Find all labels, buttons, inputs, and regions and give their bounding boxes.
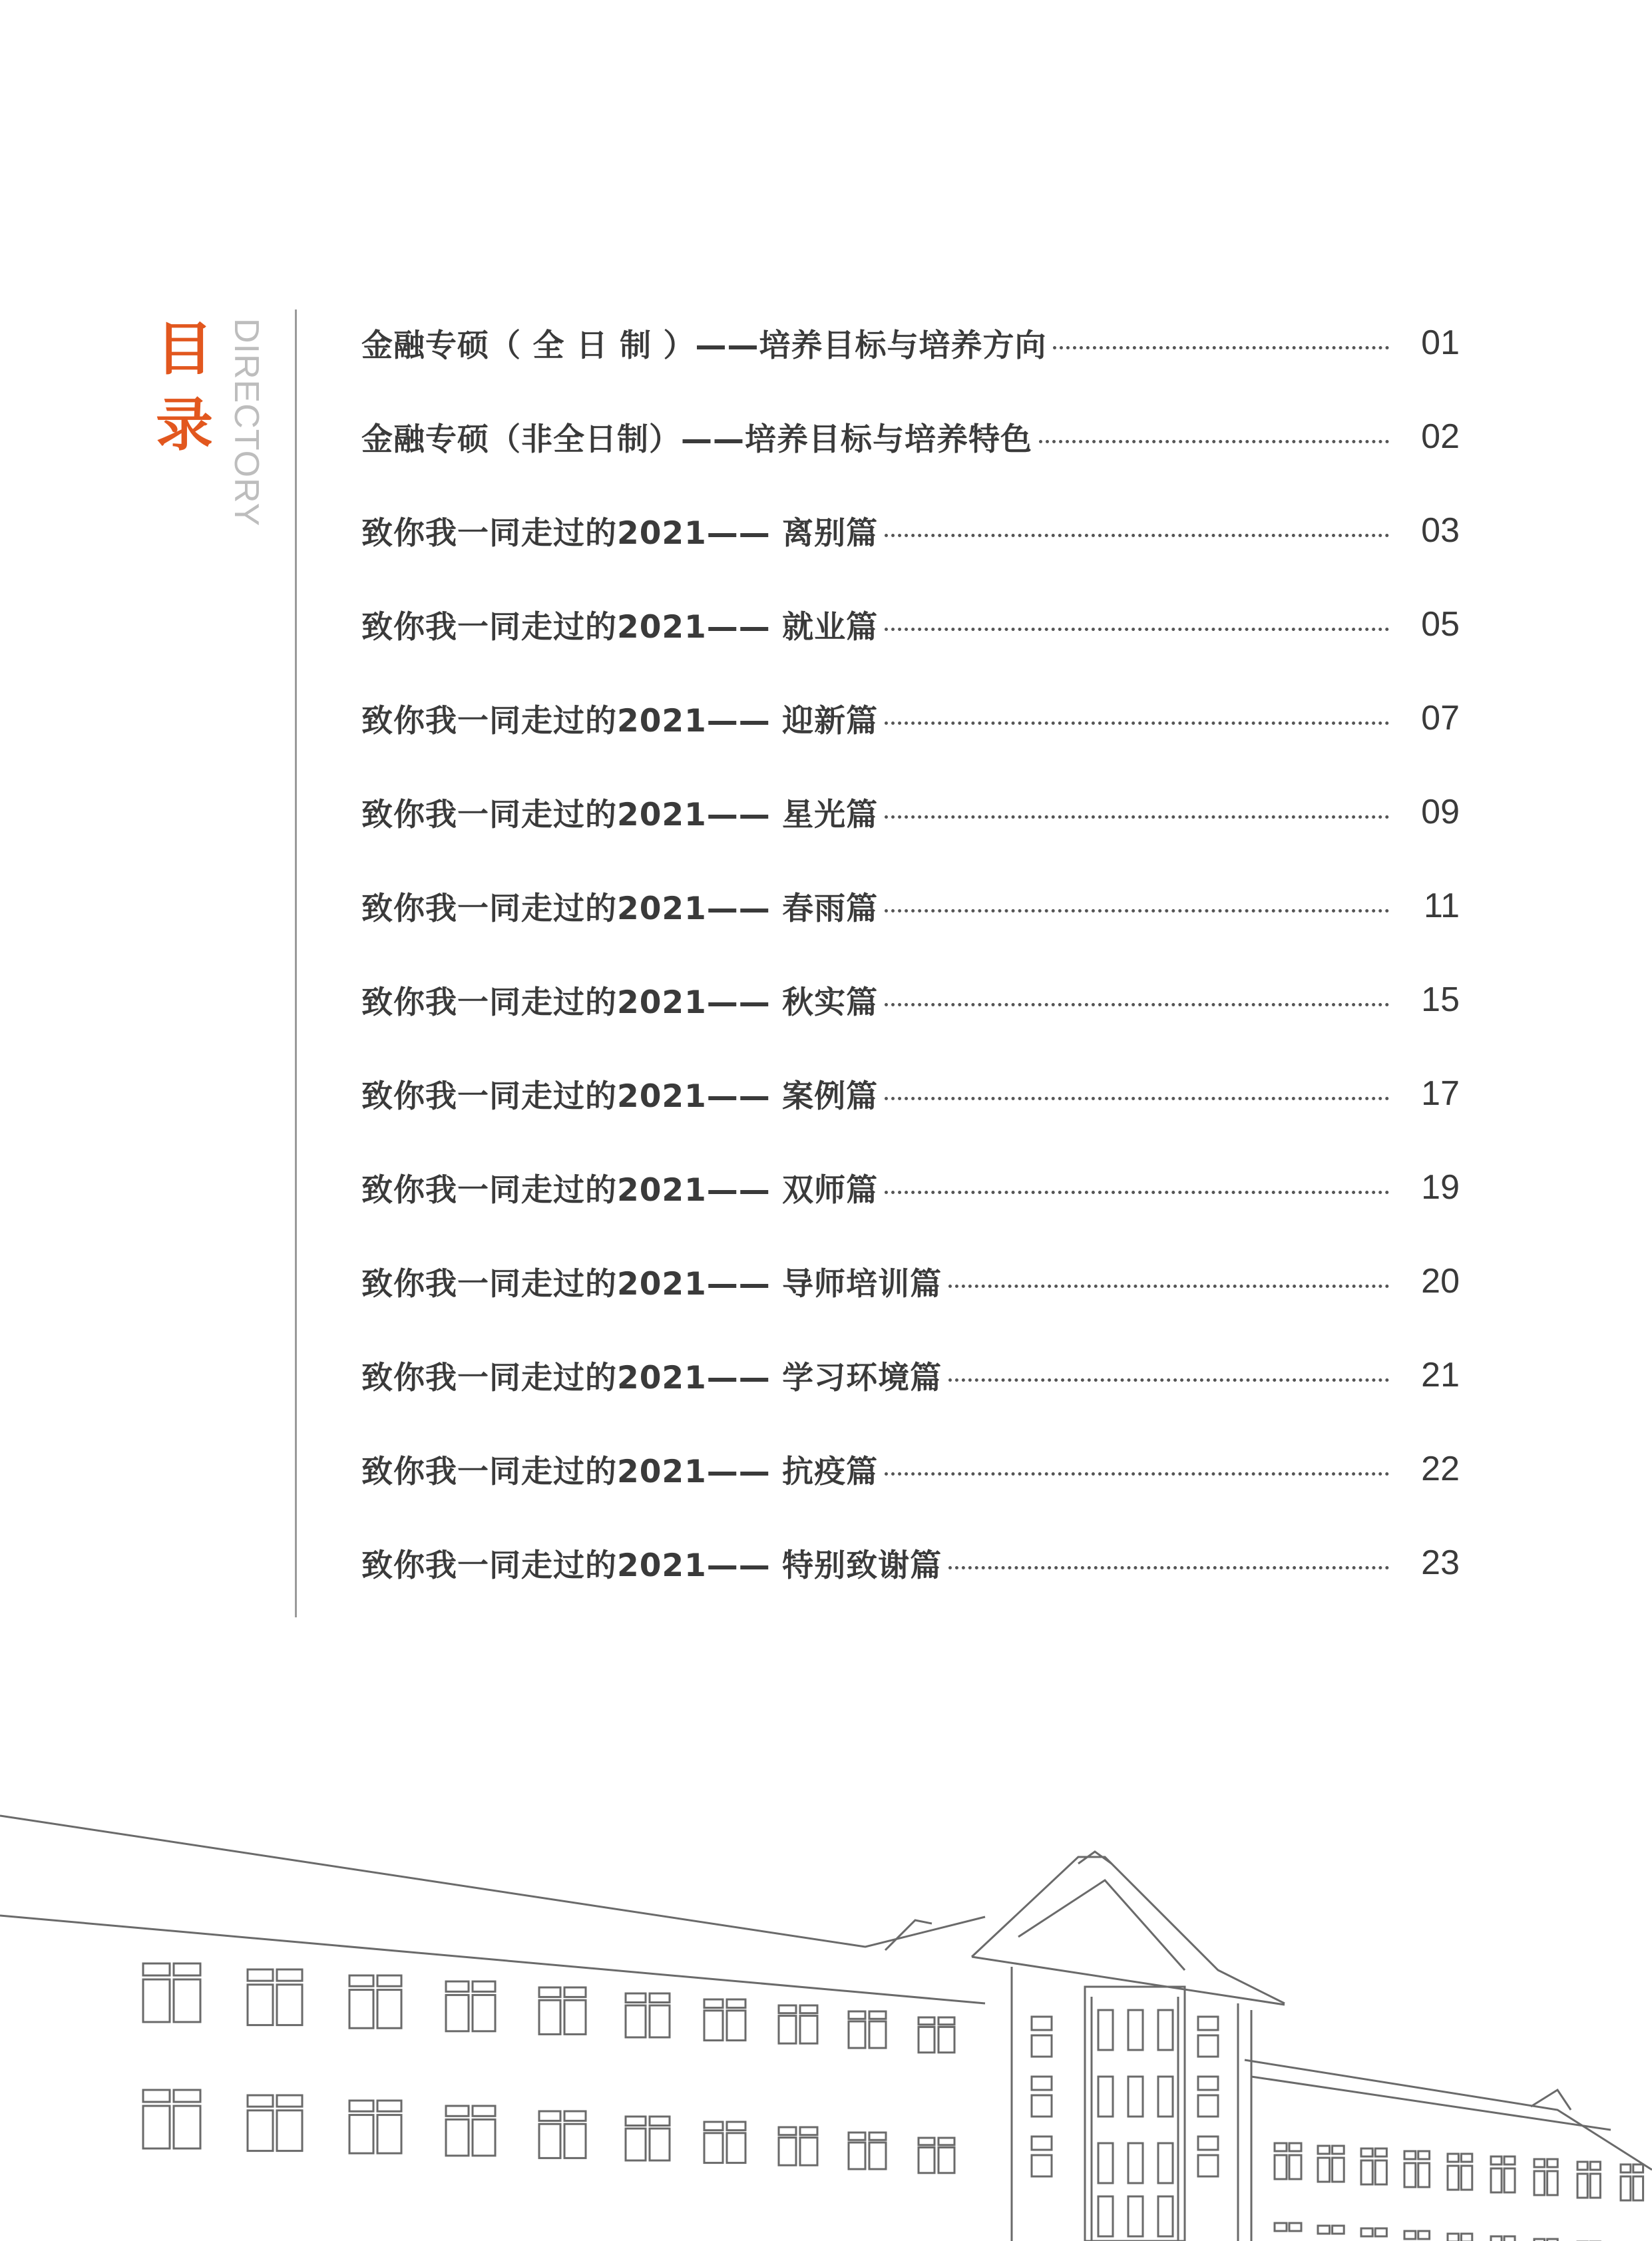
toc-entry-title: 致你我一同走过的2021—— 离别篇 [361, 514, 879, 552]
toc-entry-title: 致你我一同走过的2021—— 星光篇 [361, 796, 879, 833]
dot-leader [885, 1097, 1389, 1100]
toc-entry-title: 致你我一同走过的2021—— 双师篇 [361, 1171, 879, 1209]
toc-entry-title: 致你我一同走过的2021—— 抗疫篇 [361, 1453, 879, 1490]
toc-page-number: 03 [1421, 511, 1460, 550]
toc-page-number: 17 [1421, 1074, 1460, 1113]
dot-leader [948, 1378, 1389, 1382]
toc-page-number: 23 [1421, 1543, 1460, 1582]
building-illustration [0, 1797, 1652, 2241]
dot-leader [885, 721, 1389, 725]
toc-entry-title: 致你我一同走过的2021—— 导师培训篇 [361, 1265, 942, 1303]
toc-row[interactable] [361, 601, 1460, 648]
toc-page-number: 22 [1421, 1450, 1460, 1488]
dot-leader [885, 1472, 1389, 1476]
heading-english: DIRECTORY [227, 318, 266, 527]
toc-entry-title: 致你我一同走过的2021—— 就业篇 [361, 608, 879, 646]
dot-leader [885, 909, 1389, 913]
toc-row[interactable] [361, 695, 1460, 741]
toc-row[interactable] [361, 319, 1460, 366]
toc-entry-title: 致你我一同走过的2021—— 学习环境篇 [361, 1359, 942, 1396]
toc-entry-title: 致你我一同走过的2021—— 迎新篇 [361, 702, 879, 739]
toc-entry-title: 金融专硕（ 全 日 制 ）——培养目标与培养方向 [361, 327, 1047, 364]
dot-leader [885, 1191, 1389, 1194]
toc-page-number: 01 [1421, 323, 1460, 362]
heading-chinese: 目录 [156, 316, 213, 459]
toc-entry-title: 致你我一同走过的2021—— 案例篇 [361, 1078, 879, 1115]
toc-row[interactable] [361, 507, 1460, 554]
toc-page-number: 07 [1421, 699, 1460, 737]
toc-row[interactable] [361, 1258, 1460, 1305]
toc-row[interactable] [361, 1352, 1460, 1398]
toc-page-number: 05 [1421, 605, 1460, 644]
dot-leader [885, 628, 1389, 631]
toc-row[interactable] [361, 789, 1460, 835]
toc-entry-title: 致你我一同走过的2021—— 特别致谢篇 [361, 1547, 942, 1584]
toc-row[interactable] [361, 1446, 1460, 1492]
toc-row[interactable] [361, 883, 1460, 929]
dot-leader [1053, 346, 1389, 349]
toc-page-number: 02 [1421, 417, 1460, 456]
dot-leader [885, 534, 1389, 537]
toc-page-number: 19 [1421, 1168, 1460, 1207]
dot-leader [948, 1566, 1389, 1569]
dot-leader [885, 815, 1389, 819]
dot-leader [948, 1285, 1389, 1288]
toc-page-number: 15 [1421, 980, 1460, 1019]
toc-entry-title: 致你我一同走过的2021—— 春雨篇 [361, 890, 879, 927]
toc-page-number: 21 [1421, 1356, 1460, 1394]
toc-row[interactable] [361, 1539, 1460, 1586]
dot-leader [885, 1003, 1389, 1006]
toc-page-number: 20 [1421, 1262, 1460, 1301]
toc-row[interactable] [361, 976, 1460, 1023]
toc-entry-title: 致你我一同走过的2021—— 秋实篇 [361, 984, 879, 1021]
toc-row[interactable] [361, 1070, 1460, 1117]
toc-row[interactable] [361, 413, 1460, 460]
toc-page-number: 09 [1421, 793, 1460, 831]
toc-page-number: 11 [1424, 887, 1460, 925]
vertical-divider [295, 309, 297, 1617]
toc-row[interactable] [361, 1164, 1460, 1211]
dot-leader [1039, 440, 1389, 443]
toc-entry-title: 金融专硕（非全日制）——培养目标与培养特色 [361, 421, 1032, 458]
